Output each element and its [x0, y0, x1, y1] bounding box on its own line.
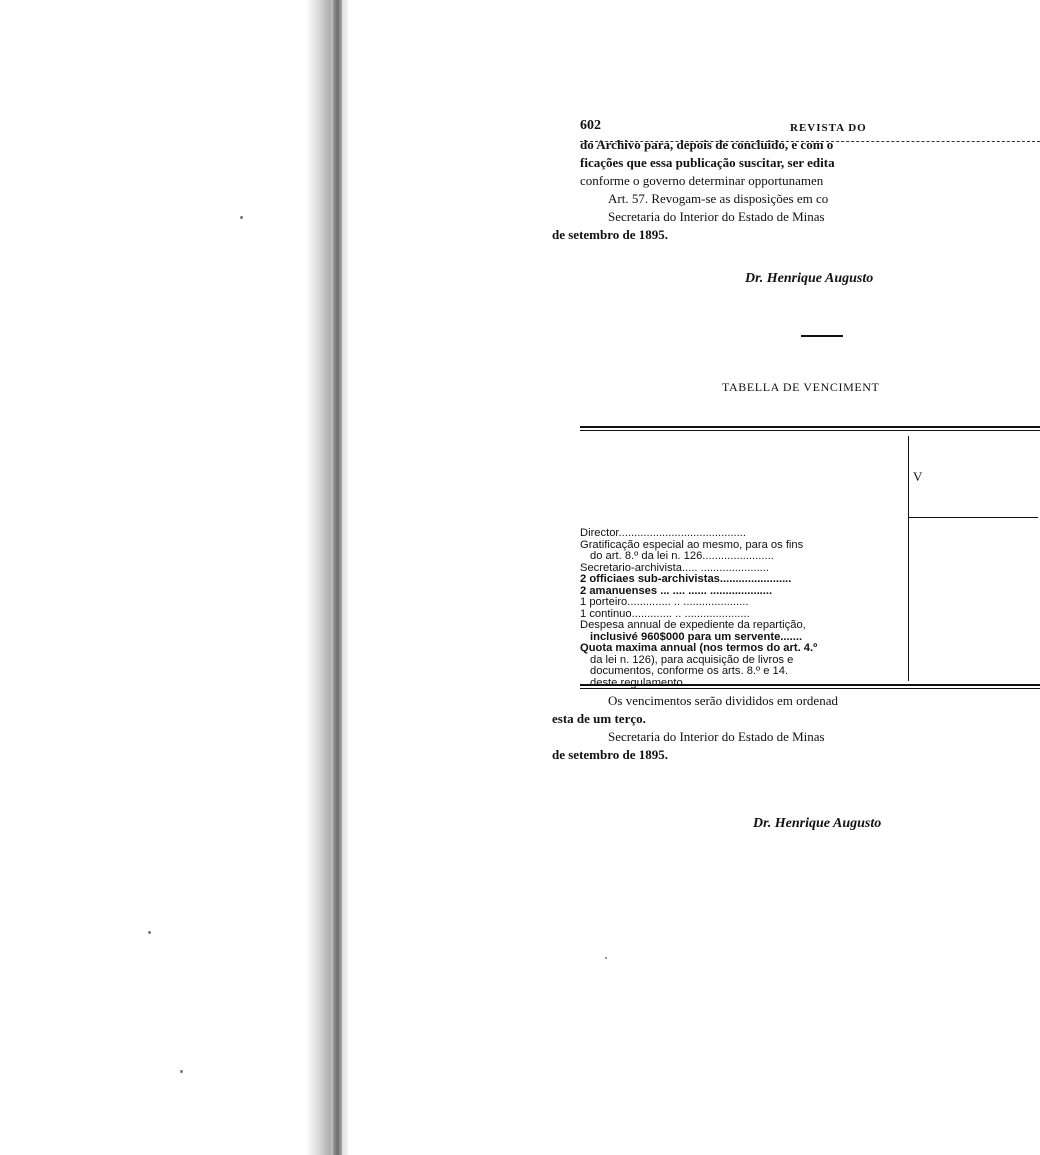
text-line: Os vencimentos serão divididos em ordenad: [608, 693, 838, 708]
signature: Dr. Henrique Augusto: [753, 816, 882, 831]
text-line: Secretaria do Interior do Estado de Minas: [608, 729, 825, 744]
signature: Dr. Henrique Augusto: [745, 271, 874, 286]
scan-speck: [180, 1070, 183, 1073]
table-column-header: V: [913, 469, 923, 484]
scan-speck: [148, 931, 151, 934]
table-row: Secretario-archivista..... ......................: [580, 561, 769, 574]
scan-speck: [240, 216, 243, 219]
table-row: do art. 8.º da lei n. 126.......................: [590, 550, 774, 562]
header-rule: [580, 141, 1040, 142]
table-row: 2 officiaes sub-archivistas.......................: [580, 573, 792, 585]
table-title: TABELLA DE VENCIMENT: [722, 380, 880, 394]
salary-note: [552, 692, 1040, 728]
table-row: 1 porteiro.............. .. .....................: [580, 596, 749, 608]
text-line: de setembro de 1895.: [552, 227, 669, 242]
table-top-rule: [580, 426, 1040, 428]
text-line: do Archivo para, depois de concluido, e com o: [580, 137, 834, 152]
text-line: de setembro de 1895.: [552, 747, 669, 762]
document-page: [552, 112, 923, 1155]
table-header-rule: [908, 517, 1038, 518]
text-line: Art. 57. Revogam-se as disposições em co: [608, 191, 829, 206]
table-row: deste regulamento.........................: [590, 676, 761, 689]
closing-paragraph-2: [552, 728, 1040, 764]
table-row: Quota maxima annual (nos termos do art. 4.º: [580, 642, 818, 654]
table-row: Director.........................................: [580, 527, 746, 539]
salary-table: [580, 426, 1040, 692]
page-number: 602: [580, 118, 601, 133]
table-column-rule: [908, 436, 909, 681]
section-divider: [801, 335, 843, 337]
table-bottom-rule: [580, 684, 1040, 686]
text-line: Secretaria do Interior do Estado de Minas: [608, 209, 825, 224]
page-content: [552, 112, 1040, 832]
running-title: REVISTA DO: [790, 122, 867, 134]
table-rows: [580, 528, 906, 689]
closing-paragraph: [552, 208, 1040, 244]
table-row: da lei n. 126), para acquisição de livros e: [590, 653, 794, 666]
table-row: 2 amanuenses ... .... ...... ....................: [580, 584, 773, 597]
table-row: documentos, conforme os arts. 8.º e 14.: [590, 665, 789, 677]
table-row: 1 continuo............. .. .....................: [580, 607, 750, 620]
text-line: esta de um terço.: [552, 711, 646, 726]
table-row: Despesa annual de expediente da repartição,: [580, 619, 806, 631]
text-line: conforme o governo determinar opportunamen: [580, 173, 824, 188]
table-row: inclusivé 960$000 para um servente.......: [590, 630, 803, 643]
article-57: [580, 190, 1040, 208]
binding-gutter: [333, 0, 342, 1155]
paragraph-continuation: [580, 136, 1040, 190]
text-line: ficações que essa publicação suscitar, ser edita: [580, 155, 835, 170]
running-head: [580, 112, 1040, 136]
table-row: Gratificação especial ao mesmo, para os fins: [580, 538, 804, 551]
